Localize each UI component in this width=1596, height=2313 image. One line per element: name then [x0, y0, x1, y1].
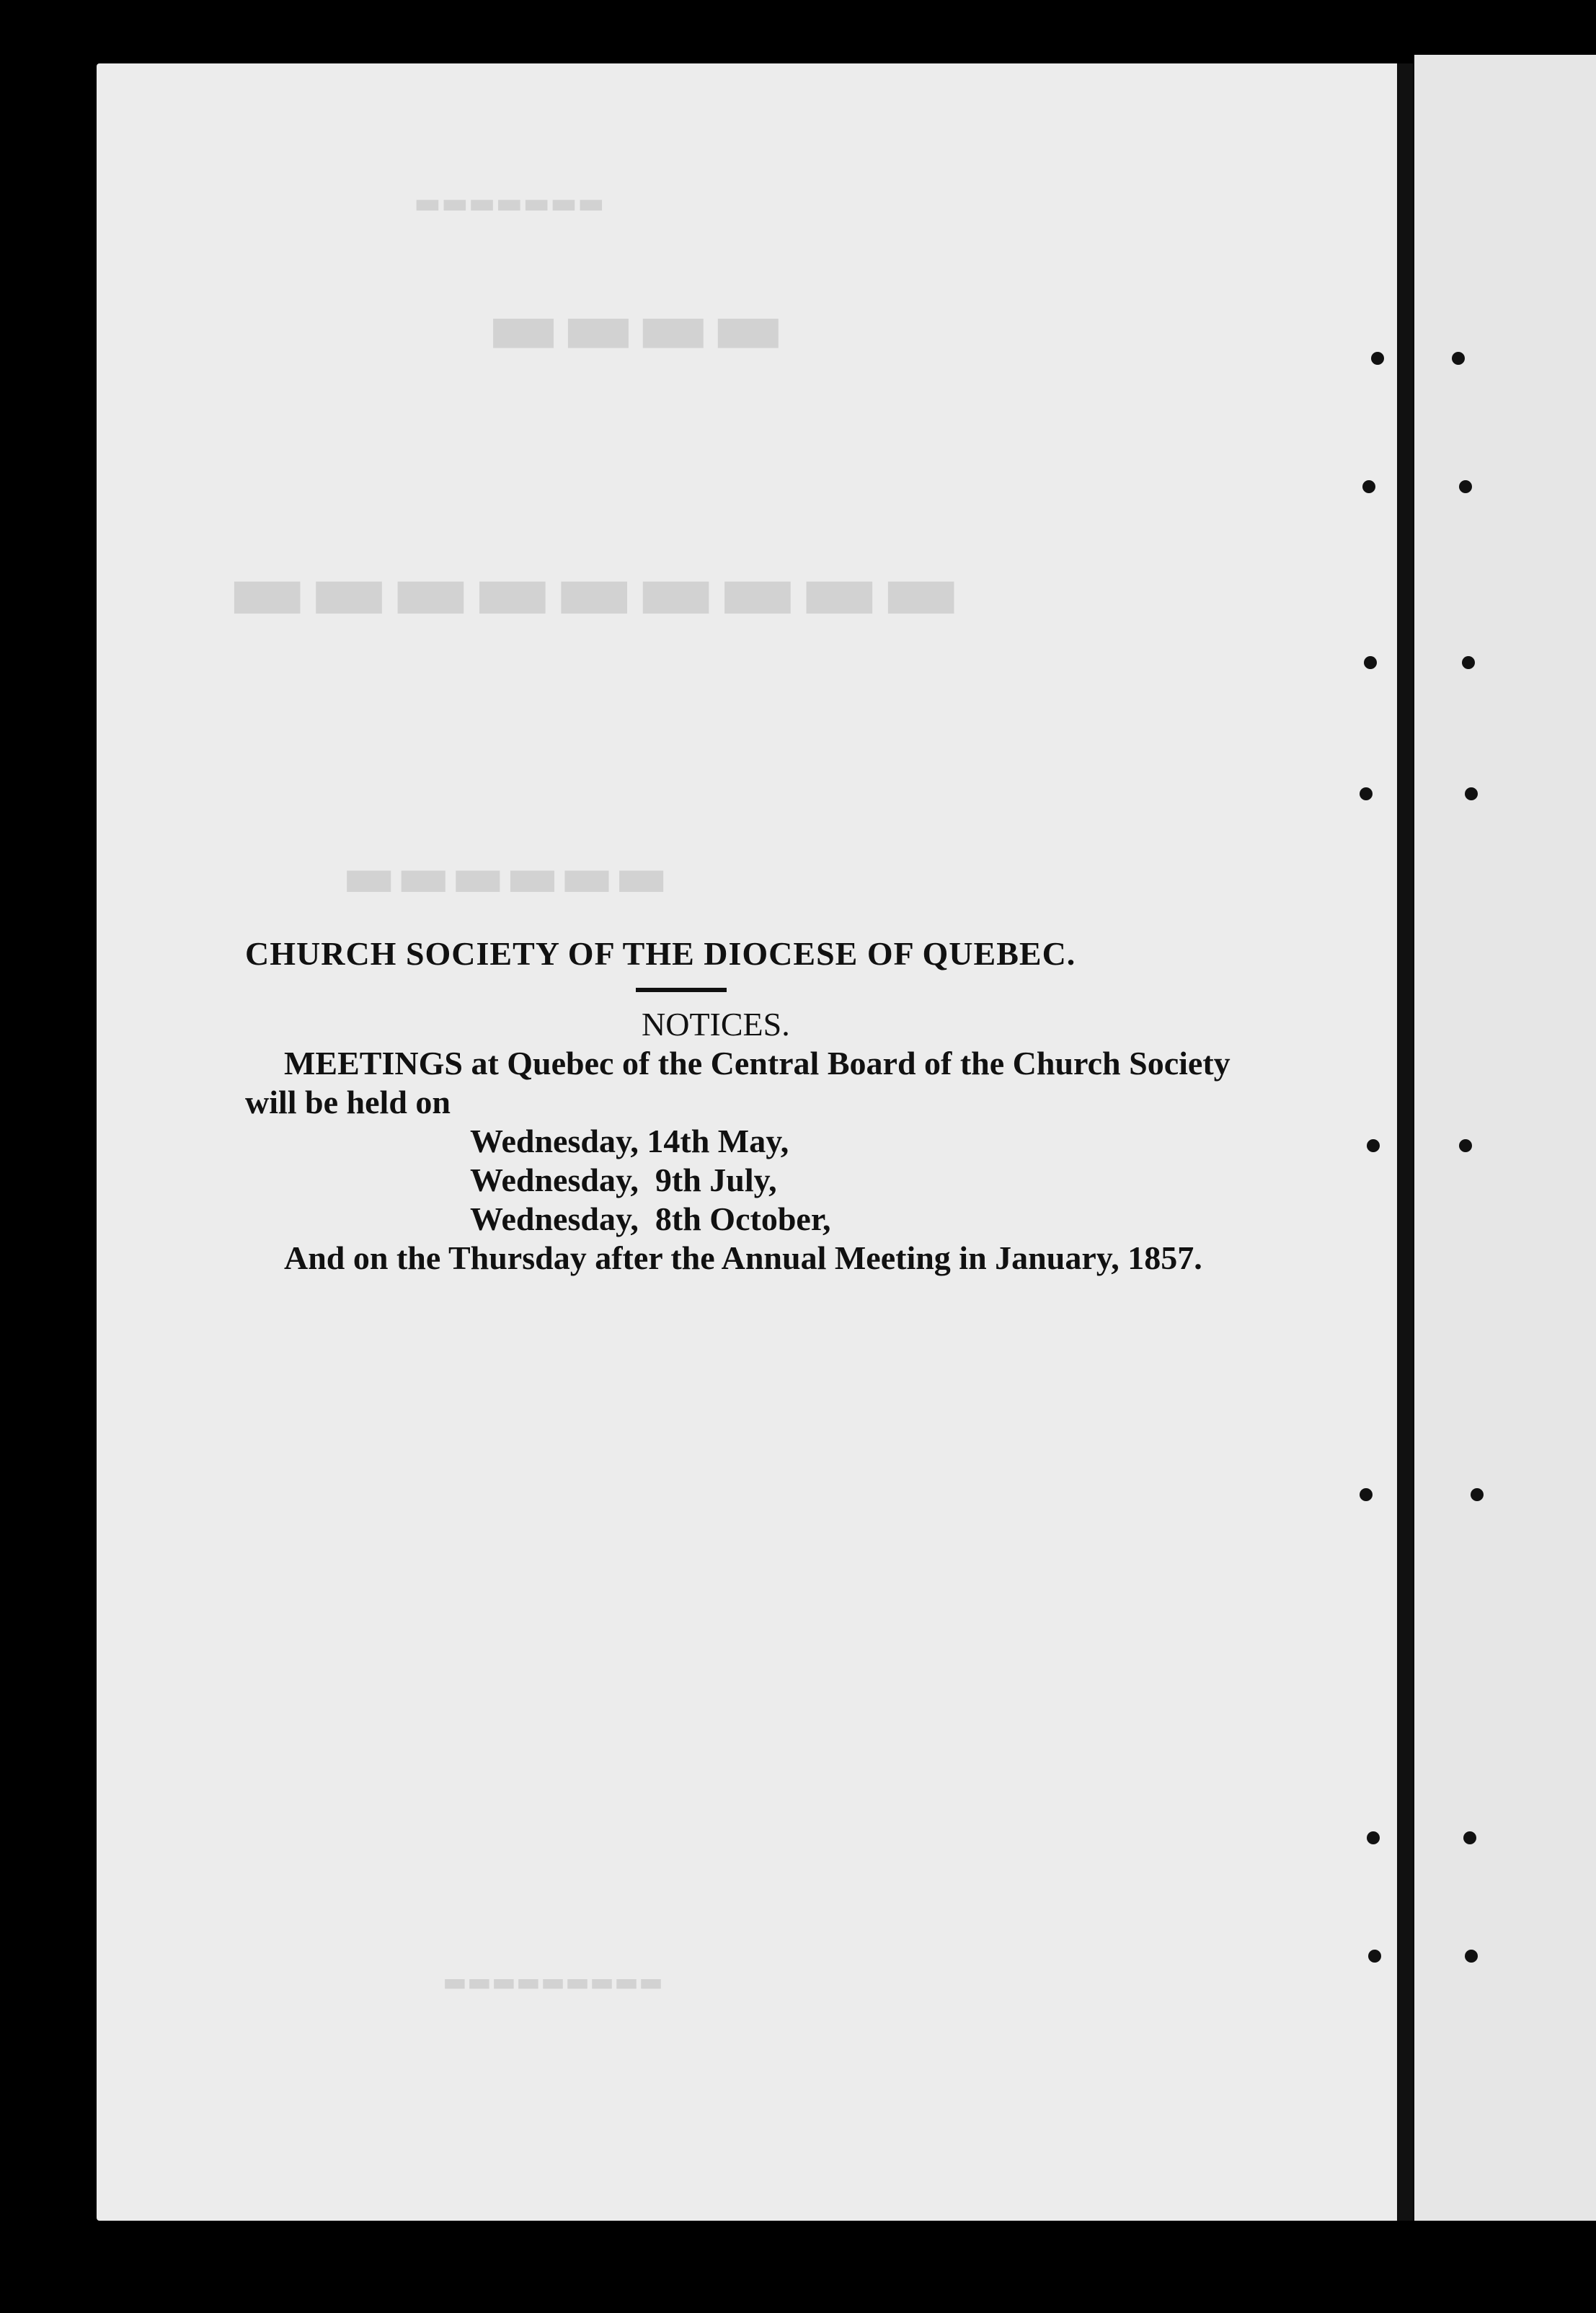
closing-paragraph: And on the Thursday after the Annual Meeting in January, 1857. [284, 1239, 1202, 1276]
right-page-edge [1414, 55, 1596, 2221]
document-title: CHURCH SOCIETY OF THE DIOCESE OF QUEBEC. [245, 935, 1076, 972]
stitch-hole [1362, 480, 1375, 493]
bleed-through-decoration: ▬▬▬▬▬▬▬ [414, 186, 605, 220]
stitch-hole [1463, 1831, 1476, 1844]
stitch-hole [1371, 352, 1384, 365]
title-rule [636, 988, 727, 992]
meetings-paragraph [245, 1044, 1233, 1122]
meeting-date: Wednesday, 9th July, [470, 1162, 777, 1198]
stitch-hole [1465, 787, 1478, 800]
meeting-date: Wednesday, 14th May, [470, 1123, 789, 1159]
meeting-date: Wednesday, 8th October, [470, 1200, 831, 1237]
stitch-hole [1367, 1139, 1380, 1152]
stitch-hole [1367, 1831, 1380, 1844]
stitch-hole [1459, 480, 1472, 493]
binding-gutter [1397, 63, 1413, 2221]
stitch-hole [1452, 352, 1465, 365]
notice-block [245, 934, 1233, 1278]
stitch-hole [1360, 1488, 1373, 1501]
notices-heading: NOTICES. [642, 1006, 790, 1043]
stitch-hole [1368, 1950, 1381, 1963]
stitch-hole [1364, 656, 1377, 669]
bleed-through-decoration: ▬▬▬▬▬▬▬▬▬ [226, 539, 962, 641]
stitch-hole [1465, 1950, 1478, 1963]
paragraph-text: at Quebec of the Central Board of the Church Society will be held on [245, 1045, 1231, 1120]
stitch-hole [1459, 1139, 1472, 1152]
stitch-hole [1360, 787, 1373, 800]
bleed-through-decoration: ▬▬▬▬▬▬ [342, 842, 669, 910]
stitch-hole [1462, 656, 1475, 669]
bleed-through-decoration: ▬▬▬▬▬▬▬▬▬ [443, 1967, 664, 1997]
paragraph-lead: MEETINGS [284, 1045, 463, 1082]
bleed-through-decoration: ▬▬▬▬ [486, 280, 786, 373]
stitch-hole [1471, 1488, 1484, 1501]
